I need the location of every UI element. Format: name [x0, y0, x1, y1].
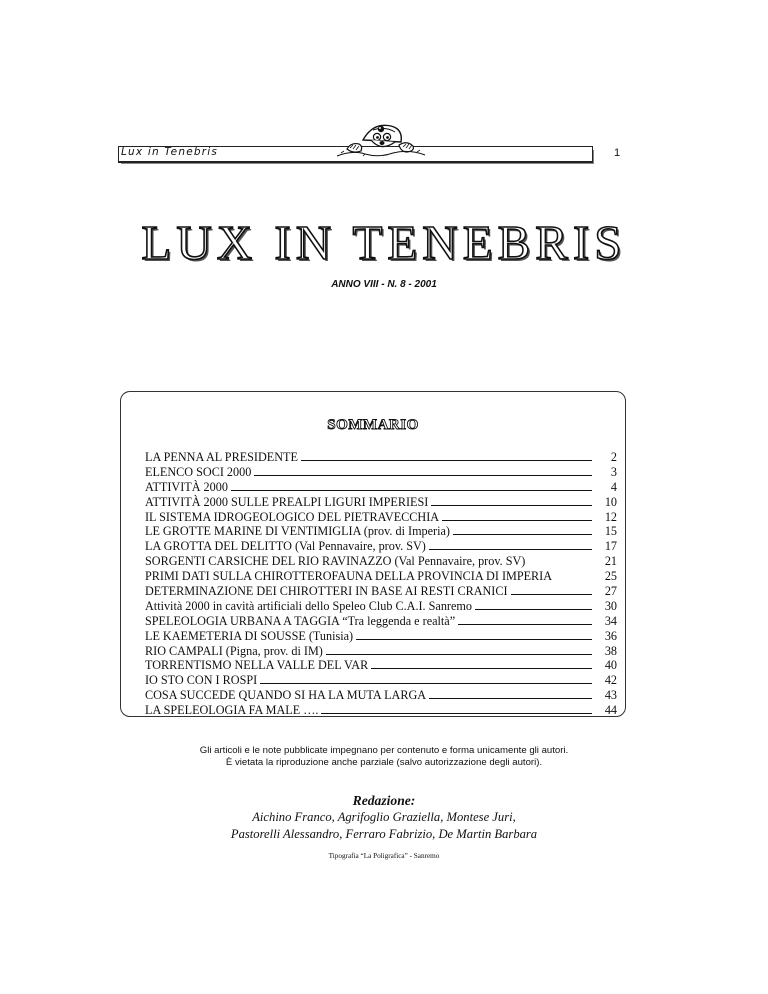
toc-entry [145, 687, 617, 702]
toc-entry [145, 702, 617, 717]
toc-entry-page: 42 [604, 673, 617, 688]
toc-entry-page: 34 [604, 613, 617, 628]
toc-leader [326, 643, 592, 655]
issue-subtitle: ANNO VIII - N. 8 - 2001 [331, 279, 437, 290]
toc-entry [145, 538, 617, 553]
toc-entry-page: 10 [604, 494, 617, 509]
toc-leader [555, 568, 592, 580]
header-label: Lux in Tenebris [121, 146, 219, 158]
toc-leader [231, 479, 592, 491]
toc-entry-title: ELENCO SOCI 2000 [145, 464, 252, 479]
toc-entry-page: 43 [604, 688, 617, 703]
toc-entry-page: 3 [610, 464, 617, 479]
cartoon-caver-mascot-icon [333, 118, 428, 158]
toc-entry-title: LE KAEMETERIA DI SOUSSE (Tunisia) [145, 628, 354, 643]
toc-entry-title: LA GROTTA DEL DELITTO (Val Pennavaire, prov. SV) [145, 539, 426, 554]
editorial-label: Redazione: [352, 793, 416, 808]
editorial-names-line-2: Pastorelli Alessandro, Ferraro Fabrizio, De Martin Barbara [230, 827, 538, 841]
toc-entry-title: LA SPELEOLOGIA FA MALE …. [145, 703, 319, 718]
toc-entry-page: 4 [610, 479, 617, 494]
toc-entry [145, 628, 617, 643]
toc-entry-page: 2 [610, 450, 617, 464]
toc-entry [145, 509, 617, 524]
toc-entry-page: 36 [604, 628, 617, 643]
toc-leader [371, 657, 592, 669]
toc-leader [431, 494, 592, 506]
editorial-names-line-1: Aichino Franco, Agrifoglio Graziella, Montese Juri, [252, 810, 516, 824]
toc-leader [458, 613, 592, 625]
toc-leader [260, 672, 592, 684]
toc-leader [429, 687, 592, 699]
toc-leader [475, 598, 592, 610]
toc-entry-page: 12 [604, 509, 617, 524]
magazine-title: LUX IN TENEBRIS [141, 215, 627, 270]
toc-entry [145, 643, 617, 658]
toc-entry-page: 30 [604, 598, 617, 613]
toc-entry-title: ATTIVITÀ 2000 SULLE PREALPI LIGURI IMPERIESI [145, 494, 429, 509]
toc-entry [145, 613, 617, 628]
toc-entry-page: 44 [604, 703, 617, 718]
page-number: 1 [614, 147, 621, 159]
toc-leader [356, 628, 592, 640]
disclaimer [120, 745, 648, 769]
toc-entry-title: RIO CAMPALI (Pigna, prov. di IM) [145, 643, 323, 658]
disclaimer-line-2: È vietata la riproduzione anche parziale (salvo autorizzazione degli autori). [225, 757, 543, 768]
toc-entry-title: SPELEOLOGIA URBANA A TAGGIA “Tra leggenda e realtà” [145, 613, 456, 628]
toc-entry [145, 553, 617, 568]
toc-leader [511, 583, 592, 595]
toc-entry [145, 568, 617, 583]
toc-entry-title: LE GROTTE MARINE DI VENTIMIGLIA (prov. di Imperia) [145, 524, 450, 539]
toc-entry [145, 494, 617, 509]
toc-entry [145, 598, 617, 613]
editorial-staff [120, 792, 648, 843]
toc-entry-page: 40 [604, 658, 617, 673]
toc-entry [145, 464, 617, 479]
toc-entry-page: 27 [604, 584, 617, 599]
toc-entry-title: COSA SUCCEDE QUANDO SI HA LA MUTA LARGA [145, 688, 427, 703]
toc-box [120, 391, 626, 717]
toc-entry-title: IL SISTEMA IDROGEOLOGICO DEL PIETRAVECCHIA [145, 509, 440, 524]
toc-leader [254, 464, 592, 476]
toc-entry-title: Attività 2000 in cavità artificiali dello Speleo Club C.A.I. Sanremo [145, 598, 472, 613]
toc-entry-page: 15 [604, 524, 617, 539]
toc-entry [145, 523, 617, 538]
toc-leader [528, 553, 592, 565]
toc-entry-page: 38 [604, 643, 617, 658]
toc-entry-page: 21 [604, 554, 617, 569]
toc-leader [429, 538, 592, 550]
toc-entry-title: IO STO CON I ROSPI [145, 673, 258, 688]
toc-entry-page: 25 [604, 569, 617, 584]
toc-entry [145, 449, 617, 464]
toc-entry-title: TORRENTISMO NELLA VALLE DEL VAR [145, 658, 369, 673]
toc-entry-title: ATTIVITÀ 2000 [145, 479, 228, 494]
toc-heading: SOMMARIO [327, 417, 419, 433]
printer-credit: Tipografia “La Poligrafica” - Sanremo [328, 852, 440, 860]
toc-entry [145, 657, 617, 672]
toc-entry [145, 672, 617, 687]
toc-entry-page: 17 [604, 539, 617, 554]
toc-list [145, 449, 617, 717]
toc-entry [145, 583, 617, 598]
toc-entry-title: DETERMINAZIONE DEI CHIROTTERI IN BASE AI RESTI CRANICI [145, 584, 508, 599]
toc-entry-title: SORGENTI CARSICHE DEL RIO RAVINAZZO (Val Pennavaire, prov. SV) [145, 554, 526, 569]
toc-entry-title: LA PENNA AL PRESIDENTE [145, 450, 298, 464]
toc-leader [453, 523, 592, 535]
toc-leader [321, 702, 592, 714]
toc-leader [442, 509, 592, 521]
toc-leader [301, 449, 592, 461]
toc-entry-title: PRIMI DATI SULLA CHIROTTEROFAUNA DELLA PROVINCIA DI IMPERIA [145, 569, 553, 584]
disclaimer-line-1: Gli articoli e le note pubblicate impegnano per contenuto e forma unicamente gli autori. [199, 745, 569, 756]
toc-entry [145, 479, 617, 494]
